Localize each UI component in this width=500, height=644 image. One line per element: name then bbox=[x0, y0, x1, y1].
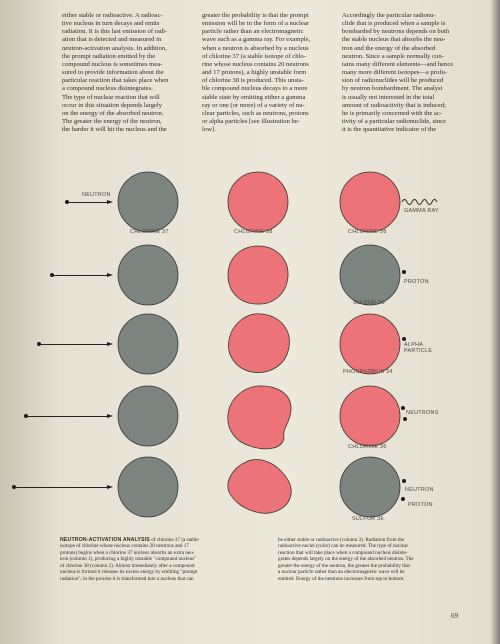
article-column-3: Accordingly the particular radionu- clide that is produced when a sample is bombarded by neutrons depends on both the stable nucleus that absorbs the neu- tron and the energy of the absorbed neutron. Since a sample normally con- tains many different elements—and hence many more different isotopes—a profu- sion of radionuclides will be produced by neutron bombardment. The analyst is usually not interested in the total amount of radioactivity that is induced; he is primarily concerned with the ac- tivity of a particular radionuclide, since it is the quantitative indicator of the bbox=[342, 12, 454, 134]
label-gamma-ray: GAMMA RAY bbox=[404, 208, 439, 214]
compound-nucleus-row4 bbox=[228, 386, 291, 449]
neutron-arrow-row1 bbox=[69, 202, 107, 203]
article-column-2: greater the probability is that the prompt emission will be in the form of a nuclear particle rather than an electromagnetic wave such as a gamma ray. For example, when a neutron is absorbed by a nucleus of chlorine 37 (a stable isotope of chlo- rine whose nucleus contains 20 neutrons and 17 protons), a highly unstable form of chlorine 38 is produced. This unsta- ble compound nucleus decays to a more stable state by emitting either a gamma ray or one (or more) of a variety of nu- clear particles, such as neutrons, protons or alpha particles [see illustration be- low]. bbox=[202, 12, 311, 134]
chlorine37-nucleus-row1 bbox=[118, 172, 178, 232]
neutron-arrow-row3 bbox=[41, 344, 107, 345]
proton-dot-row2 bbox=[402, 270, 406, 274]
label-neutron-row5: NEUTRON bbox=[405, 487, 434, 493]
arrowhead-icon bbox=[107, 342, 113, 346]
chlorine37-nucleus-row4 bbox=[118, 386, 178, 446]
chlorine37-nucleus-row5 bbox=[118, 457, 178, 517]
chlorine37-nucleus-row3 bbox=[118, 314, 178, 374]
compound-nucleus-row2 bbox=[228, 246, 288, 304]
label-neutron: NEUTRON bbox=[82, 192, 111, 198]
compound-nucleus-row5 bbox=[228, 460, 291, 514]
compound-nucleus-row1 bbox=[228, 172, 288, 232]
label-chlorine36: CHLORINE 36 bbox=[348, 444, 387, 450]
neutron-out-dot-b bbox=[403, 417, 407, 421]
compound-nucleus-row3 bbox=[228, 314, 289, 373]
label-sulfur36-row5: SULFUR 36 bbox=[352, 516, 384, 522]
caption-heading: NEUTRON-ACTIVATION ANALYSIS bbox=[60, 537, 150, 543]
arrowhead-icon bbox=[107, 200, 113, 204]
neutron-arrow-row2 bbox=[54, 275, 107, 276]
neutron-out-dot-a bbox=[401, 406, 405, 410]
label-sulfur36-row2: SULFUR 36 bbox=[353, 300, 385, 306]
chlorine37-nucleus-row2 bbox=[118, 245, 178, 305]
label-neutrons-row4: NEUTRONS bbox=[406, 410, 439, 416]
sulfur36-nucleus-row2 bbox=[340, 245, 400, 305]
label-phosphorus34: PHOSPHORUS 34 bbox=[343, 369, 393, 375]
arrowhead-icon bbox=[107, 414, 113, 418]
label-chlorine38-product: CHLORINE 38 bbox=[348, 229, 387, 235]
label-proton-row5: PROTON bbox=[408, 502, 433, 508]
gamma-ray-wave bbox=[402, 200, 437, 205]
caption-left-text: of chlorine 37 (a stable isotope of chlorine whose nucleus contains 20 neutrons and 17 protons) begins when a chlorine 37 nucleus absorbs an extra neu- tron (column 1), producing a highly unstable "compound nucleus" of chlorine 38 (column 2). Almost immediately after a compound nucleus is formed it releases its excess energy by emitting "prompt radiation"; in the process it is transformed into a nucleus that can bbox=[60, 537, 199, 582]
arrowhead-icon bbox=[107, 485, 113, 489]
arrowhead-icon bbox=[107, 273, 113, 277]
figure-caption-right: be either stable or radioactive (column 3). Radiation from the radioactive nuclei (color) can be measured. The type of nuclear reaction that will take place when a compound nucleus disinte- grates depends largely on the energy of the absorbed neutron. The greater the energy of the neutron, the greater the probability that a nuclear particle rather than an electromagnetic wave will be emitted. Energy of the neutrons increases from top to bottom. bbox=[278, 537, 414, 582]
phosphorus34-nucleus bbox=[340, 314, 400, 374]
chlorine36-nucleus bbox=[340, 386, 400, 446]
proton-out-dot-row5 bbox=[401, 497, 405, 501]
sulfur36-nucleus-row5 bbox=[340, 457, 400, 517]
label-proton-row2: PROTON bbox=[404, 279, 429, 285]
figure-caption-left bbox=[60, 537, 268, 582]
chlorine38-nucleus bbox=[340, 172, 400, 232]
neutron-arrow-row4 bbox=[28, 416, 107, 417]
neutron-out-dot-row5 bbox=[402, 479, 406, 483]
article-column-1: either stable or radioactive. A radioac- tive nucleus in turn decays and emits radiation. It is this last emission of radi- ation that is detected and measured in neutron-activation analysis. In addition, the prompt radiation emitted by the compound nucleus is sometimes mea- sured to provide information about the particular reaction that takes place when a compound nucleus disintegrates. The type of nuclear reaction that will occur in this situation depends largely on the energy of the absorbed neutron. The greater the energy of the neutron, the harder it will hit the nucleus and the bbox=[62, 12, 169, 134]
page-number: 69 bbox=[451, 612, 458, 620]
label-chlorine38-compound: CHLORINE 38 bbox=[234, 229, 273, 235]
neutron-arrow-row5 bbox=[16, 487, 107, 488]
alpha-particle-dot bbox=[402, 337, 406, 341]
label-chlorine37: CHLORINE 37 bbox=[130, 229, 169, 235]
label-alpha-particle: ALPHA PARTICLE bbox=[404, 342, 433, 354]
